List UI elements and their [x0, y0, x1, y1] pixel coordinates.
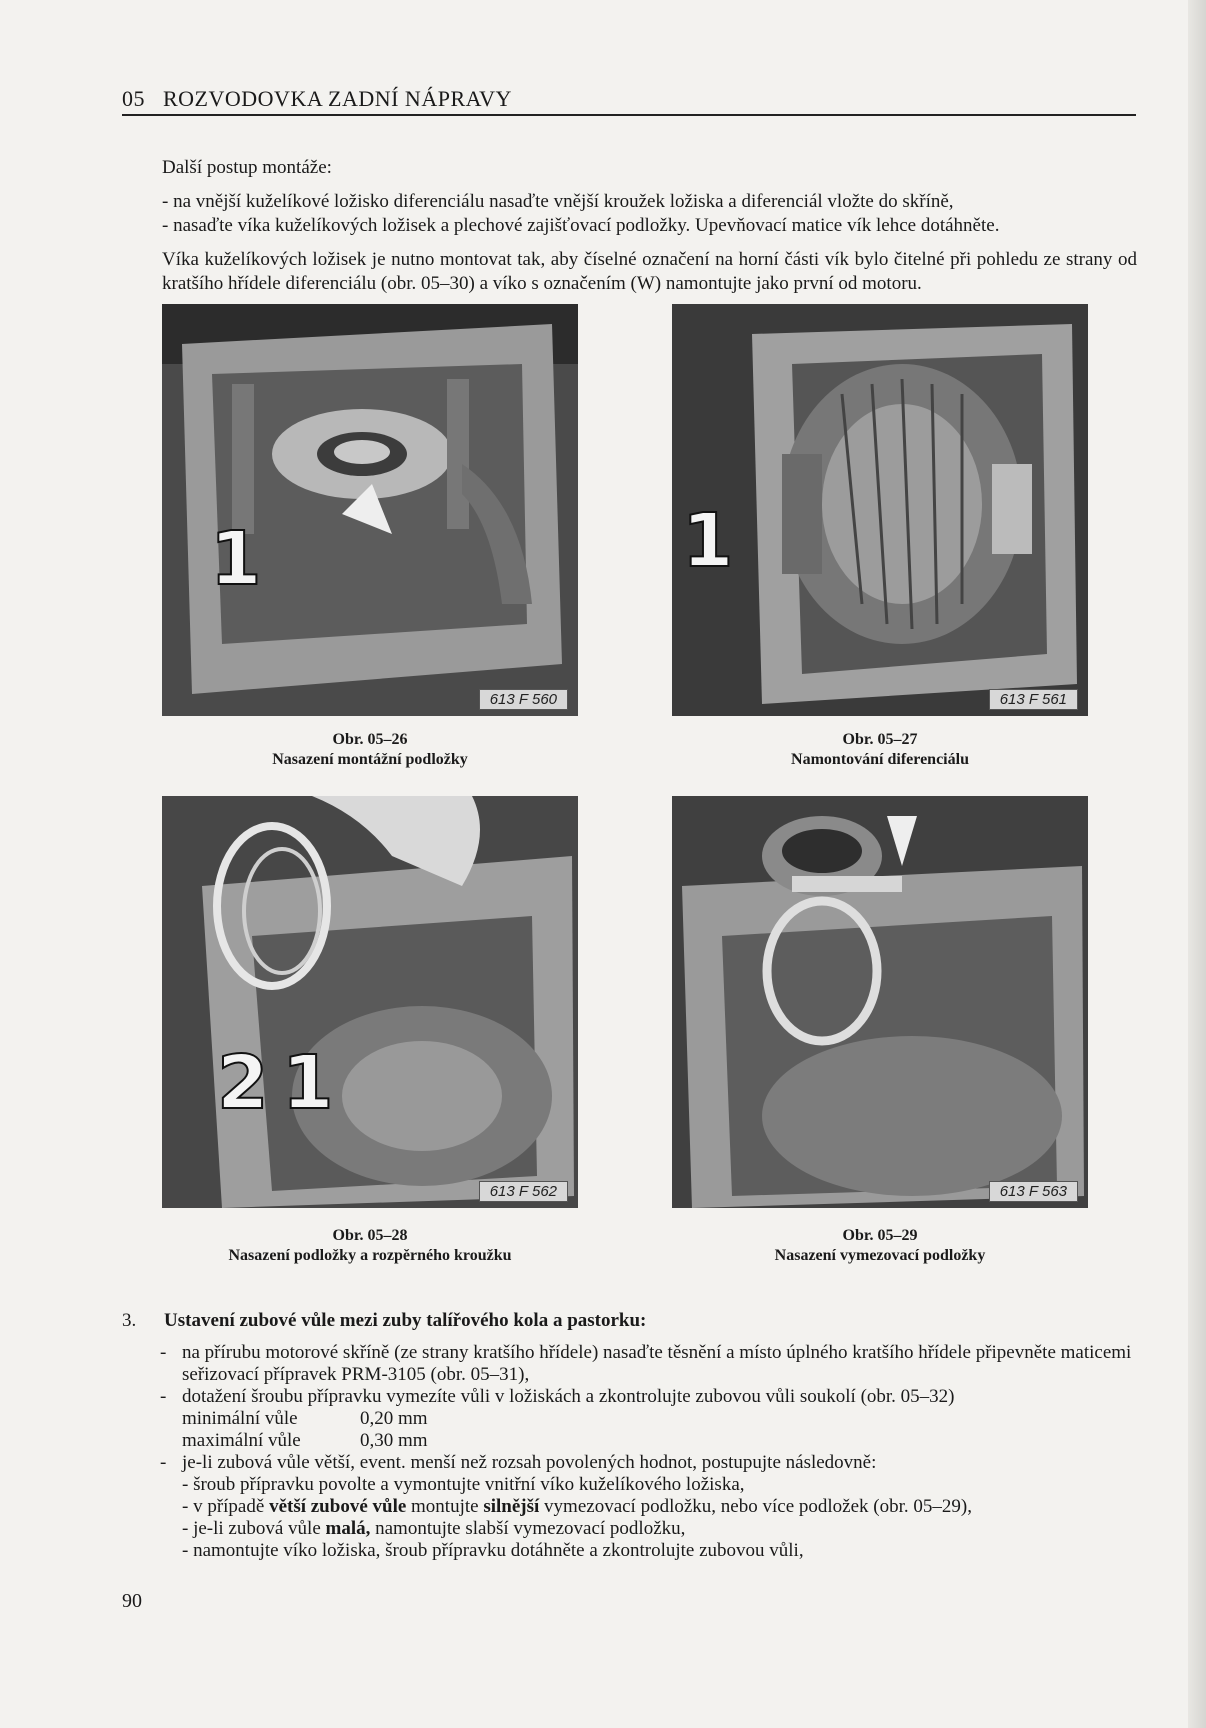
- callout-1: 1: [210, 516, 262, 602]
- callout-1: 1: [682, 498, 734, 584]
- callout-2: 2: [217, 1040, 269, 1126]
- figure-title: Nasazení vymezovací podložky: [774, 1247, 986, 1264]
- chapter-title: ROZVODOVKA ZADNÍ NÁPRAVY: [163, 86, 512, 111]
- figure-title: Namontování diferenciálu: [791, 751, 969, 768]
- callout-1: 1: [282, 1040, 334, 1126]
- photo-code: 613 F 563: [989, 1181, 1078, 1202]
- photo-washer-and-spacer-ring: [162, 796, 578, 1208]
- figure-photo-05-29: [672, 796, 1088, 1208]
- section-title: Ustavení zubové vůle mezi zuby talířového kola a pastorku:: [164, 1310, 647, 1331]
- photo-mounting-washer: [162, 304, 578, 716]
- intro-item-1: - na vnější kuželíkové ložisko diferenciálu nasaďte vnější kroužek ložiska a diferenciál vložte do skříně,: [162, 191, 954, 212]
- figure-photo-05-26: [162, 304, 578, 716]
- section-number: 3.: [122, 1310, 137, 1331]
- photo-differential-installed: [672, 304, 1088, 716]
- figure-number: Obr. 05–27: [842, 731, 918, 748]
- photo-code: 613 F 560: [479, 689, 568, 710]
- figure-number: Obr. 05–29: [842, 1227, 918, 1244]
- figure-caption-05-26: [162, 730, 578, 770]
- photo-shim-washer: [672, 796, 1088, 1208]
- header-rule: [122, 114, 1136, 116]
- tolerance-max: maximální vůle 0,30 mm: [182, 1430, 428, 1451]
- intro-lead: Další postup montáže:: [162, 157, 332, 178]
- figure-title: Nasazení montážní podložky: [272, 751, 468, 768]
- intro-item-2: - nasaďte víka kuželíkových ložisek a plechové zajišťovací podložky. Upevňovací matice vík lehce dotáhněte.: [162, 215, 1000, 236]
- figure-caption-05-27: [672, 730, 1088, 770]
- intro-text: [162, 156, 1137, 296]
- page-number: 90: [122, 1590, 142, 1612]
- chapter-number: 05: [122, 86, 145, 111]
- photo-code: 613 F 562: [479, 1181, 568, 1202]
- procedure-list: [160, 1342, 1137, 1562]
- figure-number: Obr. 05–26: [332, 731, 408, 748]
- figure-photo-05-28: [162, 796, 578, 1208]
- figure-title: Nasazení podložky a rozpěrného kroužku: [228, 1247, 512, 1264]
- list-item: - na přírubu motorové skříně (ze strany kratšího hřídele) nasaďte těsnění a místo úplného kratšího hřídele připevněte maticemi seřizovací přípravek PRM-3105 (obr. 05–31),: [160, 1342, 1132, 1385]
- sub-item: - v případě větší zubové vůle montujte silnější vymezovací podložku, nebo více podložek (obr. 05–29),: [182, 1496, 972, 1517]
- page-edge: [1188, 0, 1206, 1728]
- figure-photo-05-27: [672, 304, 1088, 716]
- section-3: [122, 1310, 1137, 1562]
- figure-number: Obr. 05–28: [332, 1227, 408, 1244]
- figure-caption-05-29: [672, 1226, 1088, 1266]
- sub-item: - šroub přípravku povolte a vymontujte vnitřní víko kuželíkového ložiska,: [182, 1474, 745, 1495]
- figure-caption-05-28: [162, 1226, 578, 1266]
- sub-item: - namontujte víko ložiska, šroub přípravku dotáhněte a zkontrolujte zubovou vůli,: [182, 1540, 804, 1561]
- section-heading: [122, 1310, 1137, 1332]
- tolerance-min: minimální vůle 0,20 mm: [182, 1408, 428, 1429]
- list-item: - dotažení šroubu přípravku vymezíte vůli v ložiskách a zkontrolujte zubovou vůli soukolí (obr. 05–32): [160, 1386, 955, 1407]
- sub-item: - je-li zubová vůle malá, namontujte slabší vymezovací podložku,: [182, 1518, 686, 1539]
- running-header: [122, 86, 512, 112]
- list-item: - je-li zubová vůle větší, event. menší než rozsah povolených hodnot, postupujte následovně:: [160, 1452, 877, 1473]
- intro-paragraph: Víka kuželíkových ložisek je nutno montovat tak, aby číselné označení na horní části vík bylo čitelné při pohledu ze strany od kratšího hřídele diferenciálu (obr. 05–30) a víko s označením (W) namontujte jako první od motoru.: [162, 249, 1137, 294]
- photo-code: 613 F 561: [989, 689, 1078, 710]
